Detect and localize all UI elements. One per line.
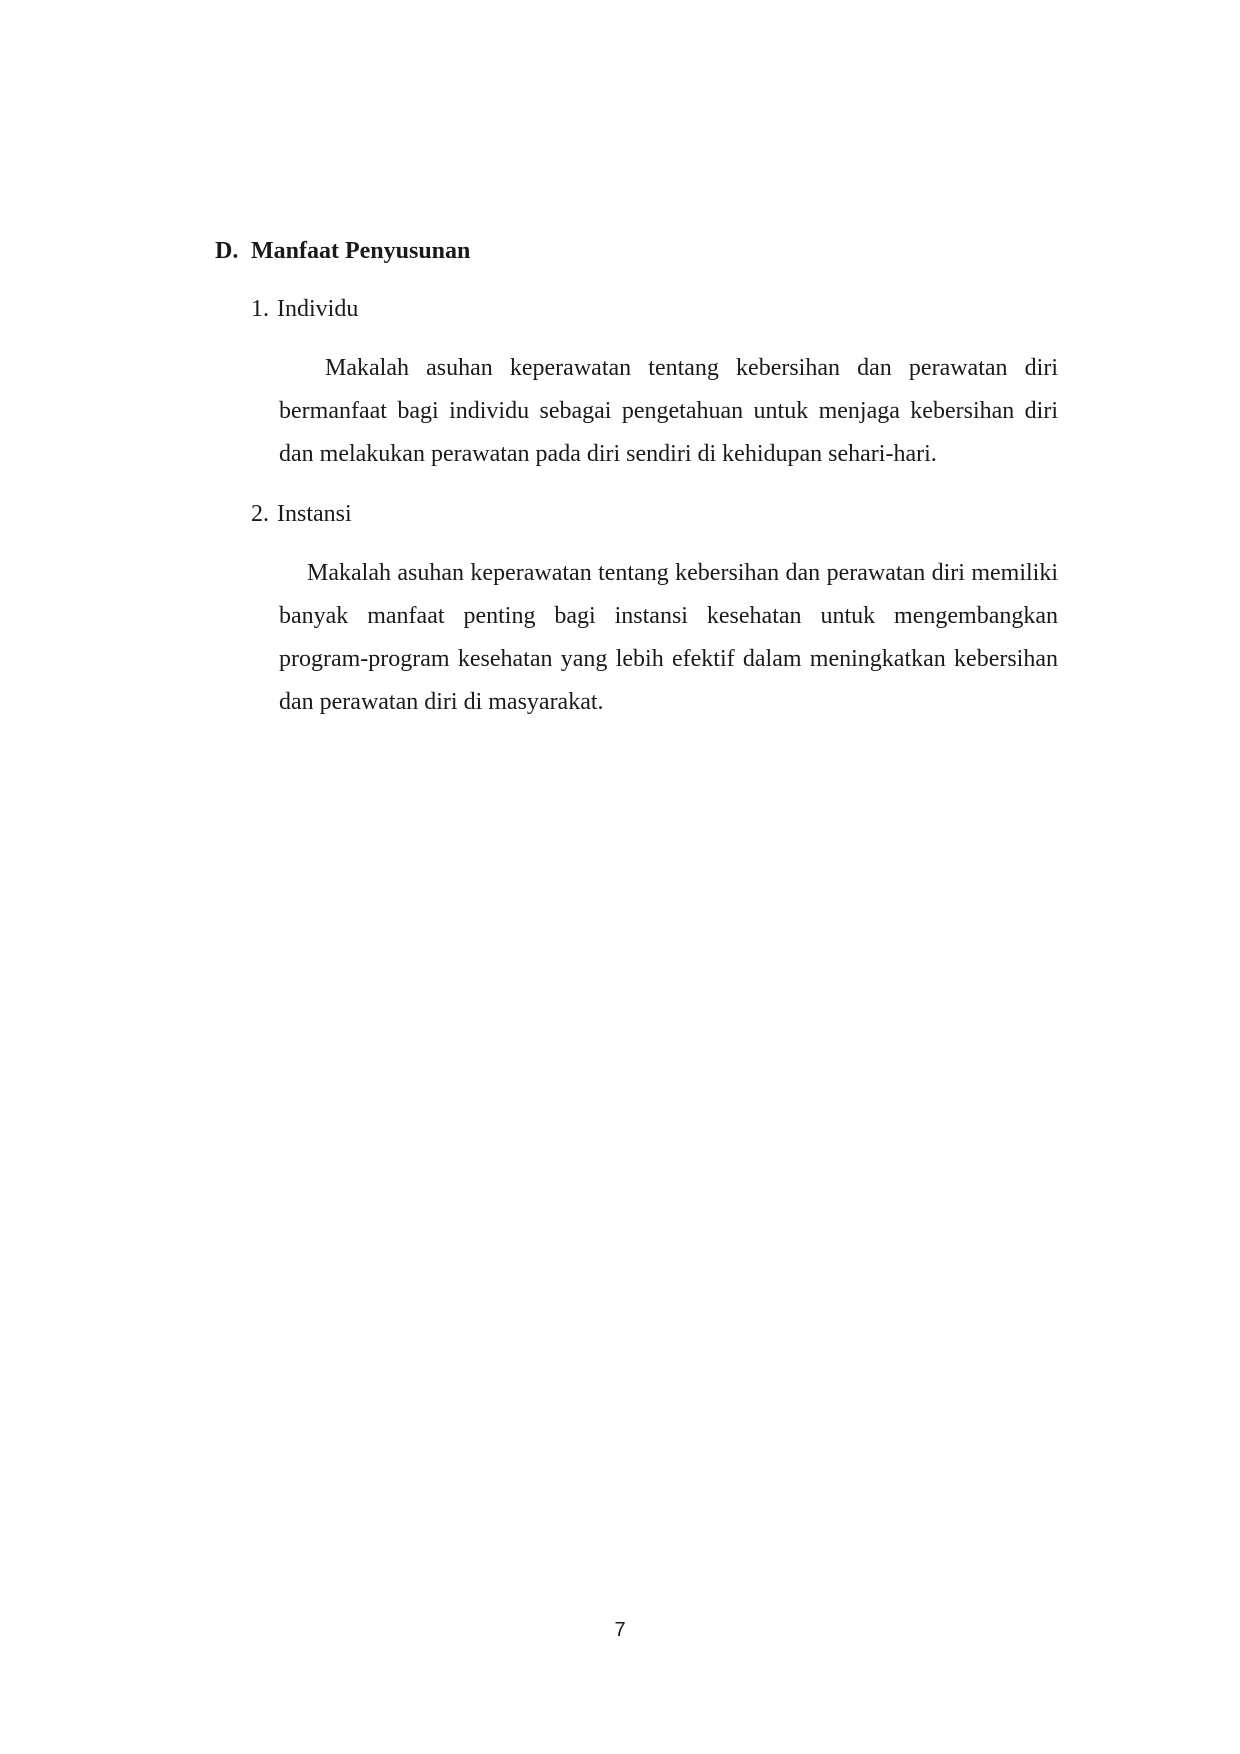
section-letter: D. [215,238,239,264]
page-number: 7 [614,1619,626,1641]
subheading-individu [251,294,358,324]
subheading-number: 2. [251,501,269,527]
subheading-label: Individu [277,296,359,322]
subheading-label: Instansi [277,501,352,527]
subheading-number: 1. [251,296,269,322]
paragraph-instansi: Makalah asuhan keperawatan tentang kebersihan dan perawatan diri memiliki banyak manfaat penting bagi instansi kesehatan untuk mengembangkan program-program kesehatan yang lebih efektif dalam meningkatkan kebersihan dan perawatan diri di masyarakat. [279,560,1058,715]
subheading-instansi [251,499,352,529]
section-heading [215,236,470,266]
paragraph-individu: Makalah asuhan keperawatan tentang kebersihan dan perawatan diri bermanfaat bagi individu sebagai pengetahuan untuk menjaga kebersihan diri dan melakukan perawatan pada diri sendiri di kehidupan sehari-hari. [279,355,1058,467]
section-title: Manfaat Penyusunan [251,238,471,264]
